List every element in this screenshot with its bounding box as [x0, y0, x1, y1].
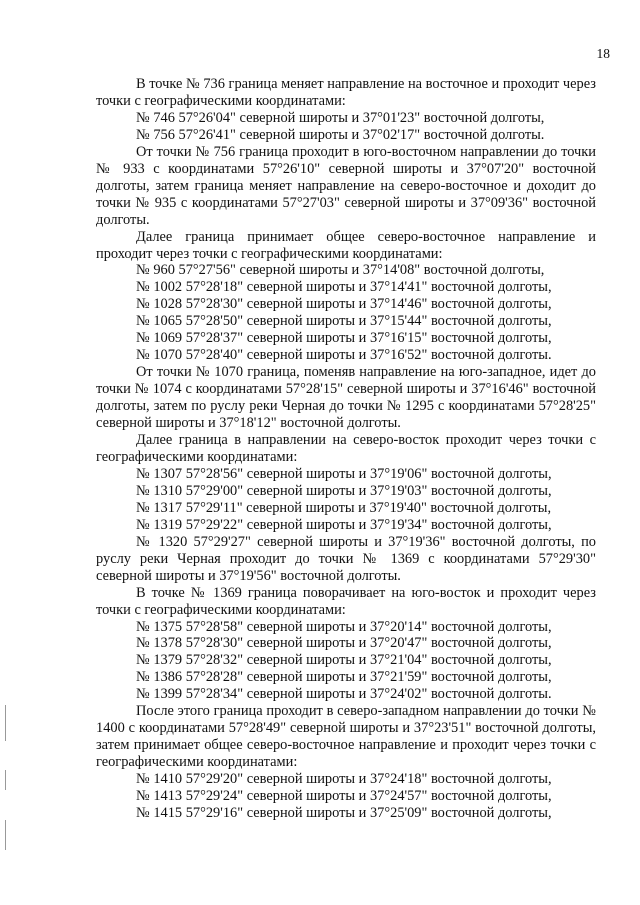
coordinate-line: № 960 57°27'56" северной широты и 37°14'08" восточной долготы,: [136, 262, 545, 279]
coordinate-line: № 1065 57°28'50" северной широты и 37°15'44" восточной долготы,: [136, 313, 552, 330]
coordinate-line: № 1413 57°29'24" северной широты и 37°24'57" восточной долготы,: [136, 788, 552, 805]
coordinate-line: № 1378 57°28'30" северной широты и 37°20'47" восточной долготы,: [136, 635, 552, 652]
coordinate-line: № 1028 57°28'30" северной широты и 37°14'46" восточной долготы,: [136, 296, 552, 313]
coordinate-line: № 1070 57°28'40" северной широты и 37°16'52" восточной долготы.: [136, 347, 552, 364]
coordinate-line: № 1379 57°28'32" северной широты и 37°21'04" восточной долготы,: [136, 652, 552, 669]
coordinate-line: № 1386 57°28'28" северной широты и 37°21'59" восточной долготы,: [136, 669, 552, 686]
paragraph: От точки № 1070 граница, поменяв направление на юго-западное, идет до точки № 1074 с координатами 57°28'15" северной широты и 37°16'46" восточной долготы, затем по руслу реки Черная до точки № 1295 с координатами 57°28'25" северной широты и 37°18'12" восточной долготы.: [96, 364, 596, 432]
coordinate-line: № 1319 57°29'22" северной широты и 37°19'34" восточной долготы,: [136, 516, 552, 533]
coordinate-line: № 1317 57°29'11" северной широты и 37°19'40" восточной долготы,: [136, 499, 552, 516]
coordinate-line: № 1307 57°28'56" северной широты и 37°19'06" восточной долготы,: [136, 465, 552, 482]
paragraph: От точки № 756 граница проходит в юго-восточном направлении до точки № 933 с координатами 57°26'10" северной широты и 37°07'20" восточной долготы, затем граница меняет направление на северо-восточное и доходит до точки № 935 с координатами 57°27'03" северной широты и 37°09'36" восточной долготы.: [96, 143, 596, 228]
document-body: [96, 76, 596, 822]
paragraph: Далее граница принимает общее северо-восточное направление и проходит через точки с географическими координатами:: [96, 228, 596, 262]
coordinate-line: № 1002 57°28'18" северной широты и 37°14'41" восточной долготы,: [136, 279, 552, 296]
coordinate-line: № 1069 57°28'37" северной широты и 37°16'15" восточной долготы,: [136, 330, 552, 347]
paragraph: № 1320 57°29'27" северной широты и 37°19'36" восточной долготы, по руслу реки Черная проходит до точки № 1369 с координатами 57°29'30" северной широты и 37°19'56" восточной долготы.: [96, 533, 596, 584]
coordinate-line: № 1375 57°28'58" северной широты и 37°20'14" восточной долготы,: [136, 618, 552, 635]
coordinate-line: № 1399 57°28'34" северной широты и 37°24'02" восточной долготы.: [136, 686, 552, 703]
paragraph: После этого граница проходит в северо-западном направлении до точки № 1400 с координатами 57°28'49" северной широты и 37°23'51" восточной долготы, затем принимает общее северо-восточное направление и проходит через точки с географическими координатами:: [96, 703, 596, 771]
coordinate-line: № 1310 57°29'00" северной широты и 37°19'03" восточной долготы,: [136, 482, 552, 499]
margin-mark: [5, 705, 6, 741]
paragraph: Далее граница в направлении на северо-восток проходит через точки с географическими координатами:: [96, 432, 596, 465]
page-number: 18: [596, 46, 610, 61]
margin-mark: [5, 770, 6, 790]
coordinate-line: № 1410 57°29'20" северной широты и 37°24'18" восточной долготы,: [136, 771, 552, 788]
coordinate-line: № 1415 57°29'16" северной широты и 37°25'09" восточной долготы,: [136, 804, 552, 821]
paragraph: В точке № 1369 граница поворачивает на юго-восток и проходит через точки с географическими координатами:: [96, 584, 596, 618]
coordinate-line: № 746 57°26'04" северной широты и 37°01'23" восточной долготы,: [136, 109, 545, 126]
margin-mark: [5, 820, 6, 850]
paragraph: В точке № 736 граница меняет направление на восточное и проходит через точки с географическими координатами:: [96, 76, 596, 109]
coordinate-line: № 756 57°26'41" северной широты и 37°02'17" восточной долготы.: [136, 126, 545, 143]
